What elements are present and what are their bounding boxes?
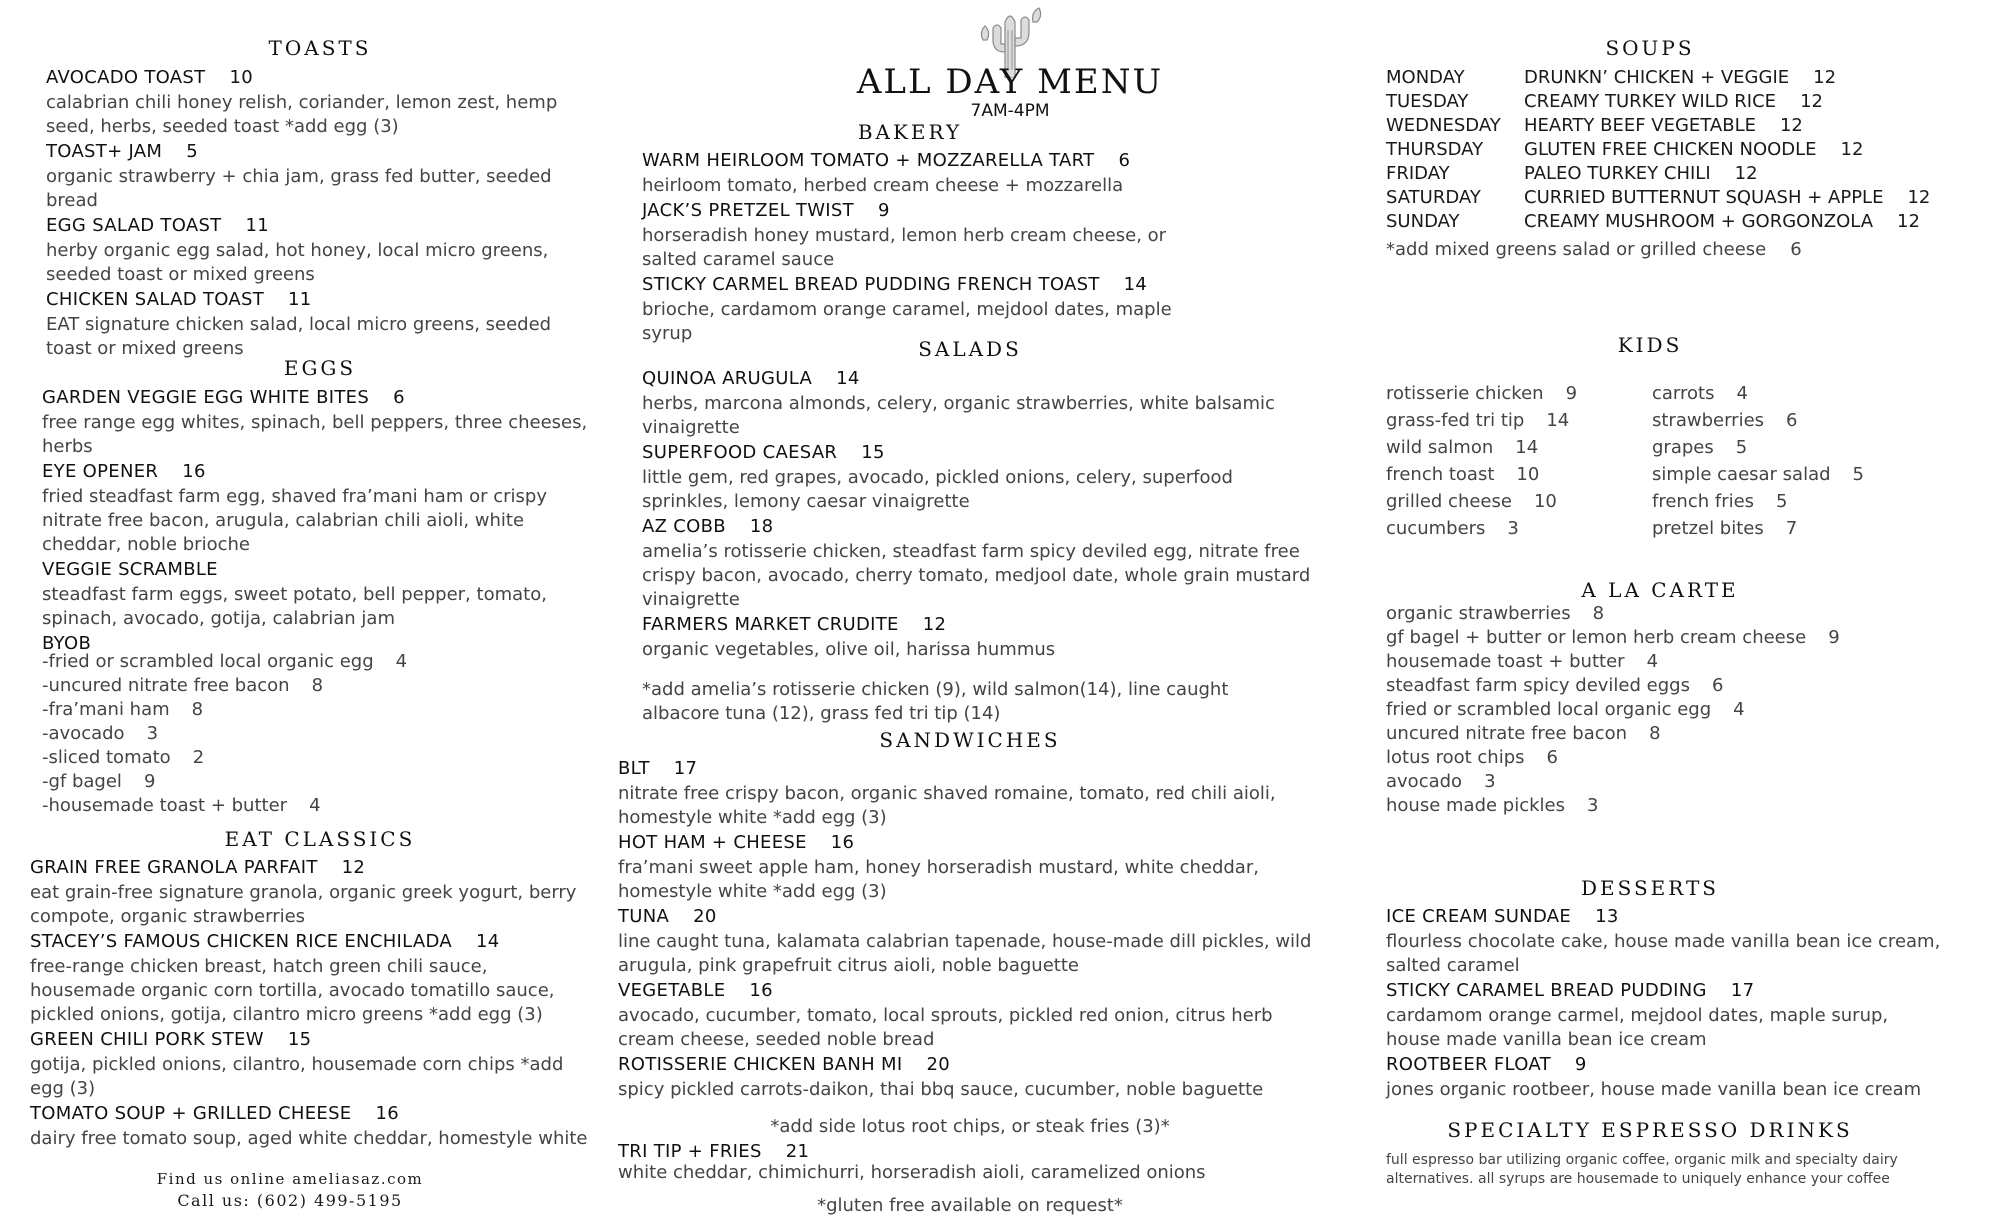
menu-item (1386, 906, 1946, 928)
byob-item (42, 698, 442, 722)
a-la-carte-item-name: housemade toast + butter (1386, 651, 1625, 672)
menu-item-name: STICKY CARMEL BREAD PUDDING FRENCH TOAST (642, 274, 1100, 295)
menu-item (642, 200, 1182, 222)
menu-item (642, 368, 1317, 390)
menu-item (30, 1029, 590, 1051)
a-la-carte-item-name: house made pickles (1386, 795, 1565, 816)
a-la-carte-item (1386, 698, 1946, 722)
menu-item-name: HOT HAM + CHEESE (618, 832, 807, 853)
soup-price: 12 (1897, 211, 1920, 232)
kids-item-price: 6 (1786, 410, 1798, 431)
salads-section (642, 368, 1317, 664)
a-la-carte-item-price: 6 (1546, 747, 1558, 768)
a-la-carte-item-name: lotus root chips (1386, 747, 1525, 768)
a-la-carte-item (1386, 602, 1946, 626)
a-la-carte-item-name: avocado (1386, 771, 1463, 792)
menu-item-desc: cardamom orange carmel, mejdool dates, maple surup, house made vanilla bean ice cream (1386, 1005, 1889, 1050)
soup-price: 12 (1907, 187, 1931, 208)
soups-section (1386, 66, 1986, 234)
menu-item-price: 15 (287, 1029, 312, 1050)
menu-item-name: AZ COBB (642, 516, 726, 537)
kids-heading: KIDS (1617, 333, 1683, 357)
kids-item-price: 5 (1735, 437, 1748, 458)
footer-phone: Call us: (602) 499-5195 (177, 1191, 403, 1210)
kids-item (1652, 488, 1952, 515)
kids-item-name: wild salmon (1386, 437, 1494, 458)
desserts-section (1386, 906, 1946, 1104)
menu-item-price: 18 (749, 516, 774, 537)
menu-item-desc: steadfast farm eggs, sweet potato, bell pepper, tomato, spinach, avocado, gotija, calabrian jam (42, 584, 547, 629)
espresso-desc: full espresso bar utilizing organic coffee, organic milk and specialty dairy alternatives. all syrups are housemade to uniquely enhance your coffee (1386, 1152, 1898, 1187)
soups-heading: SOUPS (1605, 36, 1695, 60)
a-la-carte-item-name: gf bagel + butter or lemon herb cream cheese (1386, 627, 1807, 648)
menu-item-desc: spicy pickled carrots-daikon, thai bbq sauce, cucumber, noble baguette (618, 1079, 1264, 1100)
menu-item (618, 906, 1318, 928)
soup-name: PALEO TURKEY CHILI (1524, 163, 1711, 184)
kids-item (1386, 380, 1646, 407)
byob-item-price: 8 (191, 699, 204, 720)
menu-item-price: 6 (393, 387, 405, 408)
menu-item-name: VEGGIE SCRAMBLE (42, 559, 218, 580)
page-title: ALL DAY MENU (856, 62, 1164, 102)
salads-add-note: *add amelia’s rotisserie chicken (9), wild salmon(14), line caught albacore tuna (12), grass fed tri tip (14) (642, 679, 1229, 724)
soups-add-note-price: 6 (1790, 239, 1802, 260)
kids-item-price: 10 (1533, 491, 1557, 512)
eggs-section (42, 387, 592, 655)
menu-item-desc: jones organic rootbeer, house made vanilla bean ice cream (1386, 1079, 1922, 1100)
hours-label: 7AM-4PM (970, 101, 1050, 121)
menu-item-name: WARM HEIRLOOM TOMATO + MOZZARELLA TART (642, 150, 1095, 171)
menu-item-name: STACEY’S FAMOUS CHICKEN RICE ENCHILADA (30, 931, 452, 952)
salads-heading: SALADS (918, 337, 1022, 361)
menu-item-price: 16 (749, 980, 773, 1001)
menu-item-price: 9 (877, 200, 890, 221)
tri-tip-name: TRI TIP + FRIES (618, 1141, 762, 1162)
soup-day: FRIDAY (1386, 163, 1450, 184)
kids-item-name: grapes (1652, 437, 1714, 458)
menu-item (46, 289, 576, 311)
kids-item-name: rotisserie chicken (1386, 383, 1544, 404)
menu-item-desc: line caught tuna, kalamata calabrian tapenade, house-made dill pickles, wild arugula, pink grapefruit citrus aioli, noble baguette (618, 931, 1312, 976)
tri-tip-item (618, 1141, 809, 1163)
a-la-carte-item-price: 4 (1733, 699, 1745, 720)
menu-item-price: 11 (245, 215, 269, 236)
eggs-heading: EGGS (283, 356, 357, 380)
tri-tip-price: 21 (785, 1141, 810, 1162)
soup-name: CURRIED BUTTERNUT SQUASH + APPLE (1524, 187, 1884, 208)
menu-item (1386, 1054, 1946, 1076)
menu-item (42, 559, 592, 581)
menu-item (642, 150, 1182, 172)
kids-item (1652, 515, 1952, 542)
sandwiches-section (618, 758, 1318, 1104)
byob-item (42, 746, 442, 770)
menu-item-desc: eat grain-free signature granola, organic greek yogurt, berry compote, organic strawberries (30, 882, 577, 927)
byob-item (42, 794, 442, 818)
a-la-carte-item-name: uncured nitrate free bacon (1386, 723, 1628, 744)
soup-day: WEDNESDAY (1386, 115, 1501, 136)
menu-item (1386, 980, 1946, 1002)
a-la-carte-item-price: 8 (1649, 723, 1661, 744)
kids-item (1386, 407, 1646, 434)
menu-item (642, 516, 1317, 538)
kids-item (1652, 380, 1952, 407)
a-la-carte-item-price: 3 (1484, 771, 1496, 792)
byob-item-price: 2 (192, 747, 205, 768)
menu-item-desc: fra’mani sweet apple ham, honey horseradish mustard, white cheddar, homestyle white *add egg (3) (618, 857, 1259, 902)
menu-item-name: EYE OPENER (42, 461, 159, 482)
a-la-carte-heading: A LA CARTE (1581, 578, 1739, 602)
menu-item-name: AVOCADO TOAST (46, 67, 206, 88)
menu-item (618, 832, 1318, 854)
menu-item-name: ROTISSERIE CHICKEN BANH MI (618, 1054, 903, 1075)
a-la-carte-item (1386, 746, 1946, 770)
menu-item-price: 10 (229, 67, 253, 88)
a-la-carte-item-name: fried or scrambled local organic egg (1386, 699, 1712, 720)
eat-classics-section (30, 857, 590, 1153)
a-la-carte-item (1386, 674, 1946, 698)
menu-item-name: ICE CREAM SUNDAE (1386, 906, 1572, 927)
menu-item-name: SUPERFOOD CAESAR (642, 442, 838, 463)
menu-item (42, 387, 592, 409)
menu-item-price: 16 (182, 461, 206, 482)
kids-item-price: 4 (1736, 383, 1748, 404)
kids-item-price: 10 (1516, 464, 1540, 485)
menu-item (46, 141, 576, 163)
menu-item-name: STICKY CARAMEL BREAD PUDDING (1386, 980, 1707, 1001)
menu-item-desc: EAT signature chicken salad, local micro greens, seeded toast or mixed greens (46, 314, 552, 359)
kids-right-list (1652, 380, 1952, 542)
byob-item (42, 674, 442, 698)
byob-item-price: 9 (143, 771, 156, 792)
kids-item-price: 7 (1785, 518, 1798, 539)
kids-item-price: 14 (1515, 437, 1539, 458)
footer-website: Find us online ameliasaz.com (156, 1170, 424, 1188)
kids-item-name: simple caesar salad (1652, 464, 1831, 485)
soup-name: DRUNKN’ CHICKEN + VEGGIE (1524, 67, 1790, 88)
sandwiches-heading: SANDWICHES (879, 728, 1061, 752)
kids-item (1652, 407, 1952, 434)
soup-price: 12 (1734, 163, 1758, 184)
sandwiches-side-note: *add side lotus root chips, or steak fries (3)* (770, 1116, 1170, 1137)
menu-item-desc: heirloom tomato, herbed cream cheese + mozzarella (642, 175, 1124, 196)
menu-item-price: 20 (693, 906, 717, 927)
byob-item (42, 650, 442, 674)
soup-day: TUESDAY (1386, 91, 1469, 112)
toasts-section (46, 67, 576, 363)
kids-item (1386, 434, 1646, 461)
menu-item-name: GREEN CHILI PORK STEW (30, 1029, 264, 1050)
menu-item-name: GRAIN FREE GRANOLA PARFAIT (30, 857, 318, 878)
tri-tip-desc: white cheddar, chimichurri, horseradish aioli, caramelized onions (618, 1162, 1206, 1183)
soup-row (1386, 90, 1986, 114)
menu-item-name: VEGETABLE (618, 980, 726, 1001)
menu-item (42, 461, 592, 483)
kids-item (1652, 434, 1952, 461)
menu-item-desc: organic vegetables, olive oil, harissa hummus (642, 639, 1056, 660)
soup-name: HEARTY BEEF VEGETABLE (1524, 115, 1756, 136)
kids-item-price: 9 (1565, 383, 1578, 404)
kids-item-name: strawberries (1652, 410, 1765, 431)
byob-list (42, 650, 442, 818)
kids-item-name: pretzel bites (1652, 518, 1764, 539)
kids-item-name: grass-fed tri tip (1386, 410, 1525, 431)
soup-price: 12 (1800, 91, 1823, 112)
kids-item (1386, 515, 1646, 542)
menu-item-price: 16 (830, 832, 855, 853)
kids-item-name: cucumbers (1386, 518, 1486, 539)
byob-item-name: -fra’mani ham (42, 699, 170, 720)
a-la-carte-item (1386, 770, 1946, 794)
menu-item-desc: horseradish honey mustard, lemon herb cream cheese, or salted caramel sauce (642, 225, 1167, 270)
menu-item-price: 17 (1730, 980, 1755, 1001)
menu-item-name: FARMERS MARKET CRUDITE (642, 614, 899, 635)
soup-row (1386, 210, 1986, 234)
byob-item-price: 4 (309, 795, 321, 816)
menu-item-price: 14 (836, 368, 860, 389)
byob-item-name: -uncured nitrate free bacon (42, 675, 290, 696)
byob-item-name: -housemade toast + butter (42, 795, 288, 816)
soup-row (1386, 114, 1986, 138)
soup-price: 12 (1779, 115, 1803, 136)
menu-item-desc: amelia’s rotisserie chicken, steadfast farm spicy deviled egg, nitrate free crispy bacon, avocado, cherry tomato, medjool date, whole grain mustard vinaigrette (642, 541, 1311, 610)
a-la-carte-item-price: 4 (1646, 651, 1659, 672)
byob-item (42, 722, 442, 746)
menu-item-name: ROOTBEER FLOAT (1386, 1054, 1551, 1075)
byob-item (42, 770, 442, 794)
a-la-carte-list (1386, 602, 1946, 818)
bakery-heading: BAKERY (857, 120, 963, 144)
menu-item (30, 931, 590, 953)
menu-item-desc: herbs, marcona almonds, celery, organic strawberries, white balsamic vinaigrette (642, 393, 1275, 438)
menu-item-name: BYOB (42, 633, 92, 654)
menu-item-name: TOMATO SOUP + GRILLED CHEESE (30, 1103, 352, 1124)
kids-item-price: 5 (1852, 464, 1864, 485)
soup-day: SATURDAY (1386, 187, 1481, 208)
soup-name: CREAMY MUSHROOM + GORGONZOLA (1524, 211, 1874, 232)
gluten-free-note: *gluten free available on request* (817, 1195, 1123, 1216)
kids-left-list (1386, 380, 1646, 542)
menu-item-name: JACK’S PRETZEL TWIST (642, 200, 854, 221)
kids-item-name: grilled cheese (1386, 491, 1512, 512)
menu-item (46, 215, 576, 237)
menu-item-price: 15 (861, 442, 885, 463)
menu-item (642, 274, 1182, 296)
kids-item-price: 5 (1776, 491, 1788, 512)
toasts-heading: TOASTS (268, 36, 372, 60)
menu-item (618, 1054, 1318, 1076)
menu-item-price: 14 (475, 931, 500, 952)
menu-item-name: TUNA (618, 906, 670, 927)
byob-item-name: -fried or scrambled local organic egg (42, 651, 374, 672)
kids-item-name: carrots (1652, 383, 1715, 404)
byob-item-price: 3 (146, 723, 159, 744)
byob-item-price: 4 (395, 651, 408, 672)
menu-item-price: 11 (288, 289, 312, 310)
a-la-carte-item-price: 8 (1592, 603, 1605, 624)
menu-item-price: 9 (1574, 1054, 1587, 1075)
menu-item-name: QUINOA ARUGULA (642, 368, 813, 389)
kids-item-price: 3 (1507, 518, 1519, 539)
menu-item (30, 857, 590, 879)
byob-item-price: 8 (311, 675, 324, 696)
a-la-carte-item-price: 3 (1587, 795, 1599, 816)
menu-item (30, 1103, 590, 1125)
menu-item (618, 980, 1318, 1002)
menu-item-price: 16 (375, 1103, 399, 1124)
a-la-carte-item (1386, 794, 1946, 818)
soups-add-note-text: *add mixed greens salad or grilled cheese (1386, 239, 1767, 260)
soup-price: 12 (1840, 139, 1864, 160)
menu-item-desc: calabrian chili honey relish, coriander, lemon zest, hemp seed, herbs, seeded toast *add egg (3) (46, 92, 558, 137)
menu-item-desc: free-range chicken breast, hatch green chili sauce, housemade organic corn tortilla, avocado tomatillo sauce, pickled onions, gotija, cilantro micro greens *add egg (3) (30, 956, 555, 1025)
soup-day: MONDAY (1386, 67, 1465, 88)
soups-add-note (1386, 238, 1802, 262)
espresso-heading: SPECIALTY ESPRESSO DRINKS (1447, 1118, 1853, 1142)
menu-item-name: CHICKEN SALAD TOAST (46, 289, 265, 310)
menu-item-price: 5 (186, 141, 198, 162)
menu-item-name: TOAST+ JAM (46, 141, 163, 162)
a-la-carte-item (1386, 626, 1946, 650)
menu-item-price: 12 (922, 614, 947, 635)
menu-item (642, 614, 1317, 636)
menu-item-desc: brioche, cardamom orange caramel, mejdool dates, maple syrup (642, 299, 1172, 344)
kids-item (1386, 461, 1646, 488)
kids-item (1386, 488, 1646, 515)
soup-day: THURSDAY (1386, 139, 1484, 160)
menu-item (642, 442, 1317, 464)
a-la-carte-item-price: 9 (1828, 627, 1840, 648)
menu-item-name: GARDEN VEGGIE EGG WHITE BITES (42, 387, 370, 408)
a-la-carte-item (1386, 650, 1946, 674)
menu-item-desc: free range egg whites, spinach, bell peppers, three cheeses, herbs (42, 412, 588, 457)
soup-name: GLUTEN FREE CHICKEN NOODLE (1524, 139, 1817, 160)
kids-item-price: 14 (1546, 410, 1570, 431)
menu-item-desc: little gem, red grapes, avocado, pickled onions, celery, superfood sprinkles, lemony caesar vinaigrette (642, 467, 1233, 512)
menu-item (618, 758, 1318, 780)
a-la-carte-item-name: organic strawberries (1386, 603, 1571, 624)
menu-item-desc: flourless chocolate cake, house made vanilla bean ice cream, salted caramel (1386, 931, 1941, 976)
byob-item-name: -sliced tomato (42, 747, 171, 768)
menu-item (46, 67, 576, 89)
byob-item-name: -gf bagel (42, 771, 122, 792)
menu-item-price: 12 (341, 857, 366, 878)
byob-item-name: -avocado (42, 723, 125, 744)
kids-item-name: french toast (1386, 464, 1495, 485)
eat-classics-heading: EAT CLASSICS (224, 827, 416, 851)
menu-item-desc: fried steadfast farm egg, shaved fra’mani ham or crispy nitrate free bacon, arugula, calabrian chili aioli, white cheddar, noble brioche (42, 486, 547, 555)
a-la-carte-item-price: 6 (1711, 675, 1724, 696)
menu-item-desc: organic strawberry + chia jam, grass fed butter, seeded bread (46, 166, 552, 211)
desserts-heading: DESSERTS (1580, 876, 1720, 900)
menu-item-price: 20 (926, 1054, 950, 1075)
menu-item-name: EGG SALAD TOAST (46, 215, 222, 236)
kids-item (1652, 461, 1952, 488)
soup-row (1386, 138, 1986, 162)
soup-name: CREAMY TURKEY WILD RICE (1524, 91, 1777, 112)
menu-item-price: 6 (1118, 150, 1131, 171)
menu-item-price: 17 (673, 758, 698, 779)
a-la-carte-item (1386, 722, 1946, 746)
menu-item-desc: nitrate free crispy bacon, organic shaved romaine, tomato, red chili aioli, homestyle white *add egg (3) (618, 783, 1276, 828)
kids-item-name: french fries (1652, 491, 1755, 512)
menu-item-desc: herby organic egg salad, hot honey, local micro greens, seeded toast or mixed greens (46, 240, 549, 285)
menu-item-desc: dairy free tomato soup, aged white cheddar, homestyle white (30, 1128, 588, 1149)
soup-price: 12 (1813, 67, 1837, 88)
a-la-carte-item-name: steadfast farm spicy deviled eggs (1386, 675, 1690, 696)
menu-item-desc: gotija, pickled onions, cilantro, housemade corn chips *add egg (3) (30, 1054, 564, 1099)
menu-item-desc: avocado, cucumber, tomato, local sprouts, pickled red onion, citrus herb cream cheese, seeded noble bread (618, 1005, 1273, 1050)
bakery-section (642, 150, 1182, 348)
soup-row (1386, 66, 1986, 90)
soup-row (1386, 186, 1986, 210)
soup-row (1386, 162, 1986, 186)
menu-item-price: 13 (1595, 906, 1619, 927)
menu-item-price: 14 (1123, 274, 1148, 295)
menu-item-name: BLT (618, 758, 650, 779)
soup-day: SUNDAY (1386, 211, 1460, 232)
